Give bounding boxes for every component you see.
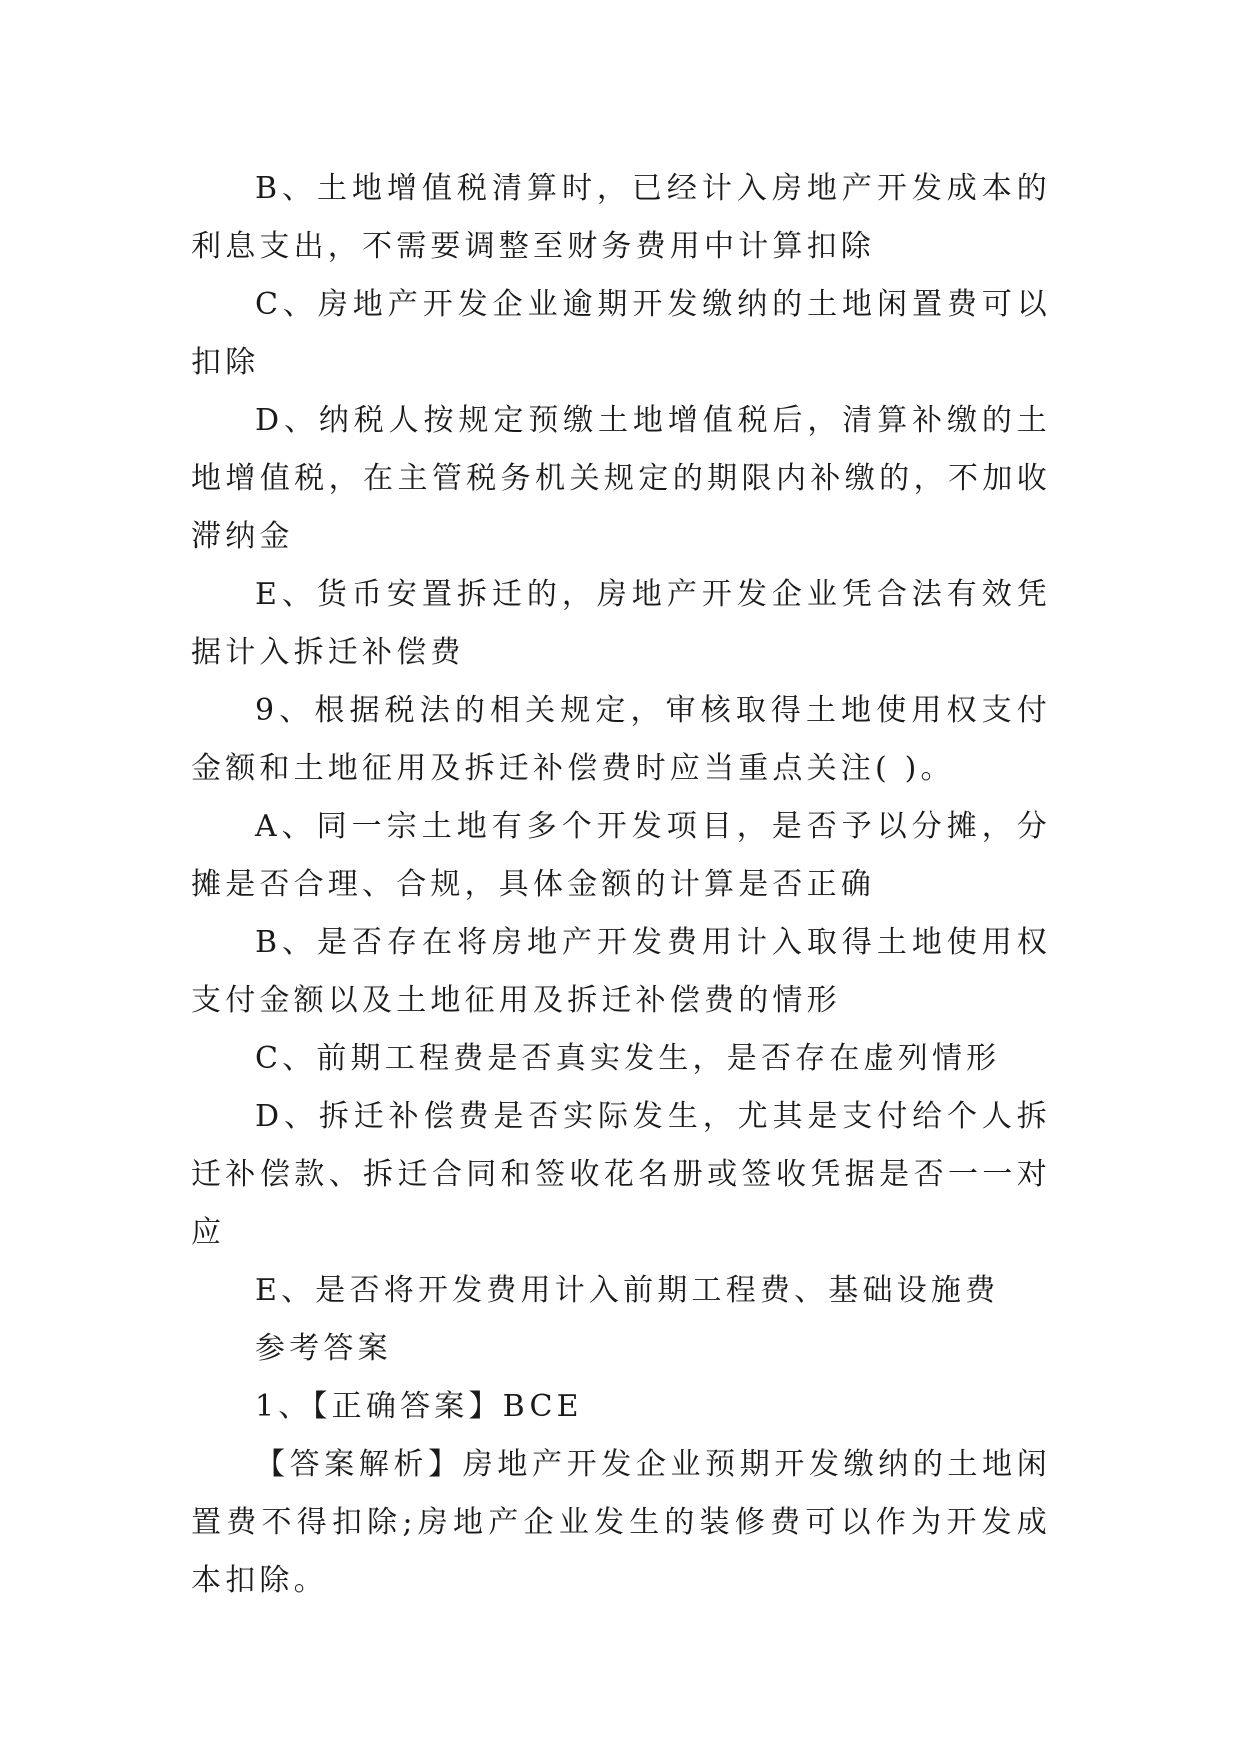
q9-option-c: C、前期工程费是否真实发生，是否存在虚列情形 [255,1041,1001,1076]
question-9: 9、根据税法的相关规定，审核取得土地使用权支付金额和土地征用及拆迁补偿费时应当重点关注( )。 [191,693,1051,786]
answer-1: 1、【正确答案】BCE [255,1389,583,1424]
q9-option-d: D、拆迁补偿费是否实际发生，尤其是支付给个人拆迁补偿款、拆迁合同和签收花名册或签收凭据是否一一对应 [191,1099,1051,1250]
option-e-relocation: E、货币安置拆迁的，房地产开发企业凭合法有效凭据计入拆迁补偿费 [191,577,1051,670]
reference-answers-heading: 参考答案 [255,1331,392,1366]
option-c-idle-fee: C、房地产开发企业逾期开发缴纳的土地闲置费可以扣除 [191,287,1051,380]
document-body [191,160,1051,1610]
q9-option-b: B、是否存在将房地产开发费用计入取得土地使用权支付金额以及土地征用及拆迁补偿费的情形 [191,925,1051,1018]
q9-option-e: E、是否将开发费用计入前期工程费、基础设施费 [255,1273,1000,1308]
option-b-interest: B、土地增值税清算时，已经计入房地产开发成本的利息支出，不需要调整至财务费用中计算扣除 [191,171,1051,264]
option-d-late-fee: D、纳税人按规定预缴土地增值税后，清算补缴的土地增值税，在主管税务机关规定的期限内补缴的，不加收滞纳金 [191,403,1051,554]
answer-1-explanation: 【答案解析】房地产开发企业预期开发缴纳的土地闲置费不得扣除;房地产企业发生的装修费可以作为开发成本扣除。 [191,1447,1051,1598]
q9-option-a: A、同一宗土地有多个开发项目，是否予以分摊，分摊是否合理、合规，具体金额的计算是否正确 [191,809,1051,902]
